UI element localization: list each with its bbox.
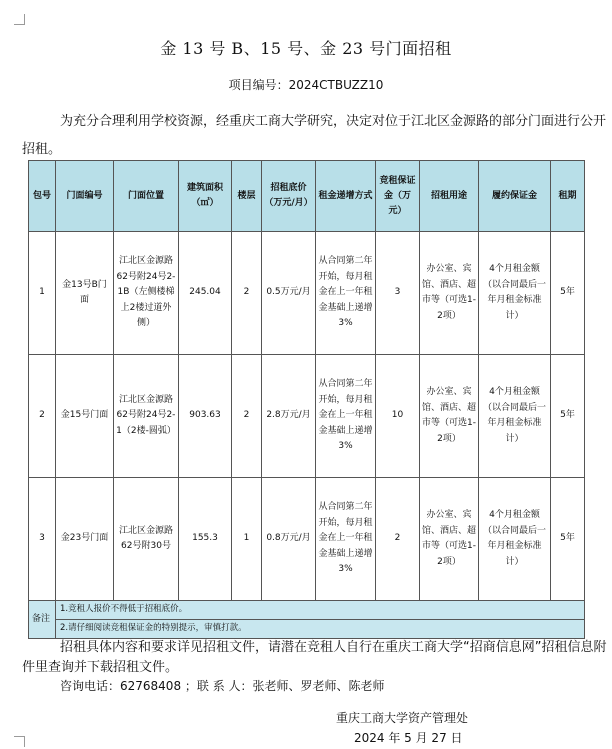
cell-deposit: 2	[376, 478, 420, 601]
table-row	[29, 355, 585, 478]
cell-use: 办公室、宾馆、酒店、超市等（可选1-2项）	[420, 232, 479, 355]
cell-base-price: 0.8万元/月	[262, 478, 316, 601]
note-item: 2.请仔细阅读竞租保证金的特别提示，审慎打款。	[56, 620, 585, 639]
cell-use: 办公室、宾馆、酒店、超市等（可选1-2项）	[420, 355, 479, 478]
cell-pkg: 3	[29, 478, 56, 601]
table-row	[29, 232, 585, 355]
rental-table	[28, 160, 585, 639]
page-corner-mark	[14, 14, 25, 25]
cell-floor: 1	[232, 478, 262, 601]
cell-use: 办公室、宾馆、酒店、超市等（可选1-2项）	[420, 478, 479, 601]
header-pkg: 包号	[29, 161, 56, 232]
header-floor: 楼层	[232, 161, 262, 232]
cell-area: 155.3	[179, 478, 232, 601]
cell-deposit: 10	[376, 355, 420, 478]
cell-increase: 从合同第二年开始，每月租金在上一年租金基础上递增3%	[316, 232, 376, 355]
cell-area: 245.04	[179, 232, 232, 355]
cell-term: 5年	[551, 478, 585, 601]
note-item: 1.竞租人报价不得低于招租底价。	[56, 601, 585, 620]
cell-term: 5年	[551, 355, 585, 478]
cell-performance-bond: 4个月租金额（以合同最后一年月租金标准计）	[479, 232, 551, 355]
cell-pkg: 1	[29, 232, 56, 355]
cell-base-price: 2.8万元/月	[262, 355, 316, 478]
notes-label: 备注	[29, 601, 56, 639]
intro-paragraph: 为充分合理利用学校资源，经重庆工商大学研究，决定对位于江北区金源路的部分门面进行公开招租。	[22, 114, 607, 157]
contact-line: 咨询电话：62768408 ；联 系 人：张老师、罗老师、陈老师	[60, 679, 385, 693]
cell-base-price: 0.5万元/月	[262, 232, 316, 355]
header-performance-bond: 履约保证金	[479, 161, 551, 232]
cell-performance-bond: 4个月租金额（以合同最后一年月租金标准计）	[479, 355, 551, 478]
cell-term: 5年	[551, 232, 585, 355]
header-area: 建筑面积（㎡）	[179, 161, 232, 232]
table-header-row	[29, 161, 585, 232]
notes-row	[29, 620, 585, 639]
cell-increase: 从合同第二年开始，每月租金在上一年租金基础上递增3%	[316, 355, 376, 478]
cell-floor: 2	[232, 232, 262, 355]
header-use: 招租用途	[420, 161, 479, 232]
header-increase: 租金递增方式	[316, 161, 376, 232]
header-location: 门面位置	[114, 161, 179, 232]
issuing-organization: 重庆工商大学资产管理处	[336, 711, 469, 725]
header-base-price: 招租底价（万元/月）	[262, 161, 316, 232]
cell-unit: 金15号门面	[56, 355, 114, 478]
cell-unit: 金23号门面	[56, 478, 114, 601]
header-deposit: 竞租保证金（万元）	[376, 161, 420, 232]
header-unit: 门面编号	[56, 161, 114, 232]
issue-date: 2024 年 5 月 27 日	[354, 731, 463, 745]
details-paragraph: 招租具体内容和要求详见招租文件，请潜在竞租人自行在重庆工商大学“招商信息网”招租信息附件里查询并下载招租文件。	[22, 640, 607, 675]
cell-deposit: 3	[376, 232, 420, 355]
cell-area: 903.63	[179, 355, 232, 478]
cell-location: 江北区金源路62号附30号	[114, 478, 179, 601]
cell-location: 江北区金源路62号附24号2-1（2楼-圆弧）	[114, 355, 179, 478]
header-term: 租期	[551, 161, 585, 232]
cell-location: 江北区金源路62号附24号2-1B（左侧楼梯上2楼过道外侧）	[114, 232, 179, 355]
cell-increase: 从合同第二年开始，每月租金在上一年租金基础上递增3%	[316, 478, 376, 601]
cell-pkg: 2	[29, 355, 56, 478]
table-row	[29, 478, 585, 601]
cell-floor: 2	[232, 355, 262, 478]
cell-performance-bond: 4个月租金额（以合同最后一年月租金标准计）	[479, 478, 551, 601]
page-title: 金 13 号 B、15 号、金 23 号门面招租	[160, 39, 452, 58]
notes-row	[29, 601, 585, 620]
page-corner-mark	[14, 736, 25, 747]
cell-unit: 金13号B门面	[56, 232, 114, 355]
project-number: 项目编号：2024CTBUZZ10	[228, 78, 384, 92]
